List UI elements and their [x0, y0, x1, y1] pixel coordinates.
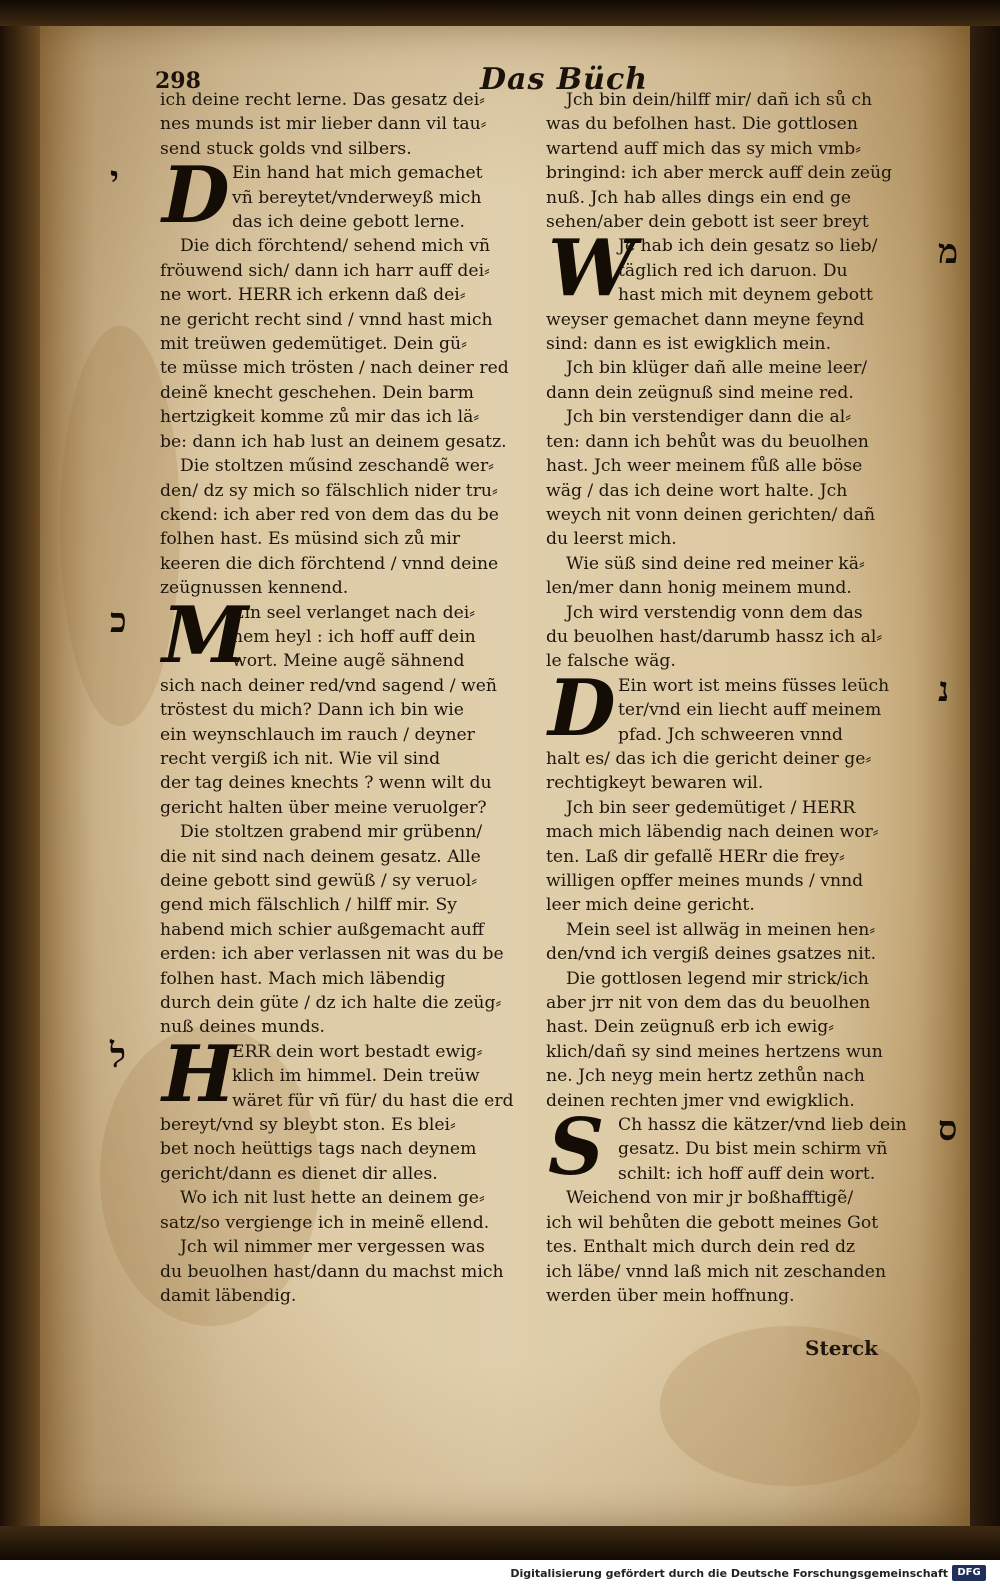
hebrew-letter-marker: י [110, 159, 119, 200]
text-line: ter/vnd ein liecht auff meinem [618, 700, 882, 721]
text-line: dann dein zeügnuß sind meine red. [546, 382, 854, 403]
text-line: durch dein güte / dz ich halte die zeüg⸗ [160, 993, 502, 1014]
text-line: Jch wil nimmer mer vergessen was [180, 1237, 485, 1258]
verse-block-1 [110, 150, 550, 242]
text-line: hast. Jch weer meinem fůß alle böse [546, 456, 863, 477]
decorated-initial: M [162, 589, 249, 681]
hebrew-letter-marker: כ [110, 600, 127, 641]
dfg-logo: DFG [952, 1565, 986, 1581]
text-line: gericht/dann es dienet dir alles. [160, 1163, 438, 1184]
text-line: die nit sind nach deinem gesatz. Alle [160, 846, 481, 867]
text-line: Jch bin dein/hilff mir/ dañ ich sů ch [566, 90, 873, 110]
hebrew-letter-marker: מ [938, 232, 959, 273]
text-line: mach mich läbendig nach deinen wor⸗ [546, 822, 879, 843]
text-line: damit läbendig. [160, 1285, 297, 1306]
text-line: ne gericht recht sind / vnnd hast mich [160, 309, 493, 330]
text-line: bet noch heüttigs tags nach deynem [160, 1139, 477, 1160]
text-line: satz/so vergienge ich in meinẽ ellend. [160, 1212, 490, 1233]
text-line: recht vergiß ich nit. Wie vil sind [160, 748, 441, 769]
text-line: halt es/ das ich die gericht deiner ge⸗ [546, 748, 872, 769]
text-line: du leerst mich. [546, 529, 677, 550]
hebrew-letter-marker: ל [110, 1035, 126, 1076]
text-line: den/vnd ich vergiß deines gsatzes nit. [546, 944, 877, 965]
text-line: sich nach deiner red/vnd sagend / weñ [160, 675, 497, 696]
text-line: mit treüwen gedemütiget. Dein gü⸗ [160, 334, 467, 355]
text-line: send stuck golds vnd silbers. [160, 138, 412, 159]
text-line: du beuolhen hast/darumb hassz ich al⸗ [546, 626, 883, 647]
decorated-initial: H [162, 1028, 236, 1120]
text-line: wartend auff mich das sy mich vmb⸗ [546, 138, 861, 159]
text-line: te müsse mich trösten / nach deiner red [160, 358, 509, 379]
verse-block-4 [546, 223, 959, 315]
text-line: werden über mein hoffnung. [546, 1285, 795, 1306]
text-line: der tag deines knechts ? wenn wilt du [160, 773, 492, 794]
text-line: täglich red ich daruon. Du [618, 260, 848, 281]
text-line: Jch wird verstendig vonn dem das [566, 602, 863, 623]
text-line: nes munds ist mir lieber dann vil tau⸗ [160, 114, 487, 135]
text-line: fröuwend sich/ dann ich harr auff dei⸗ [160, 260, 490, 281]
text-line: Die stoltzen műsind zeschandẽ wer⸗ [180, 456, 494, 477]
text-line: Wie süß sind deine red meiner kä⸗ [566, 553, 865, 574]
text-line: be: dann ich hab lust an deinem gesatz. [160, 431, 507, 452]
text-line: wäret für vñ für/ du hast die erd [232, 1090, 514, 1111]
text-line: nuß. Jch hab alles dings ein end ge [546, 187, 852, 208]
text-line: gericht halten über meine veruolger? [160, 797, 487, 818]
decorated-initial: W [548, 223, 636, 315]
text-line: das ich deine gebott lerne. [232, 212, 465, 233]
right-column [546, 88, 959, 1308]
text-line: bereyt/vnd sy bleybt ston. Es blei⸗ [160, 1115, 456, 1136]
text-line: ten. Laß dir gefallẽ HERr die frey⸗ [546, 846, 845, 867]
text-line: willigen opffer meines munds / vnnd [546, 871, 864, 891]
text-line: wäg / das ich deine wort halte. Jch [546, 480, 848, 501]
text-line: keeren die dich förchtend / vnnd deine [160, 553, 499, 574]
text-line: leer mich deine gericht. [546, 895, 755, 916]
text-line: Ein seel verlanget nach dei⸗ [232, 602, 476, 623]
text-line: Jch bin verstendiger dann die al⸗ [566, 407, 851, 428]
text-line: aber jrr nit von dem das du beuolhen [546, 993, 871, 1014]
text-line: hast mich mit deynem gebott [618, 285, 873, 306]
text-line: sind: dann es ist ewigklich mein. [546, 334, 832, 355]
text-line: Weichend von mir jr boßhafftigẽ/ [566, 1188, 854, 1209]
text-line: Jch bin seer gedemütiget / HERR [566, 797, 856, 818]
paper-stain [660, 1326, 920, 1486]
footer-bar [0, 1560, 1000, 1588]
text-line: weyser gemachet dann meyne feynd [546, 309, 865, 330]
text-line: klich/dañ sy sind meines hertzens wun [546, 1041, 883, 1062]
decorated-initial: D [548, 662, 616, 754]
page-number: 298 [155, 68, 201, 94]
text-line: klich im himmel. Dein treüw [232, 1066, 480, 1087]
text-line: pfad. Jch schweeren vnnd [618, 724, 843, 745]
text-line: ich wil behůten die gebott meines Got [546, 1212, 879, 1233]
text-line: vñ bereytet/vnderweyß mich [232, 187, 482, 208]
text-line: sehen/aber dein gebott ist seer breyt [546, 212, 869, 233]
catchword: Sterck [805, 1336, 878, 1360]
text-line: Mein seel ist allwäg in meinen hen⸗ [566, 919, 876, 940]
text-line: Die gottlosen legend mir strick/ich [566, 968, 869, 989]
text-line: Die dich förchtend/ sehend mich vñ [180, 236, 491, 257]
text-line: Je hab ich dein gesatz so lieb/ [618, 236, 878, 257]
text-line: schilt: ich hoff auff dein wort. [618, 1163, 876, 1184]
funding-credit: Digitalisierung gefördert durch die Deutsche Forschungsgemeinschaft [510, 1567, 948, 1580]
text-line: ERR dein wort bestadt ewig⸗ [232, 1041, 483, 1062]
text-line: deinẽ knecht geschehen. Dein barm [160, 382, 474, 403]
text-line: gend mich fälschlich / hilff mir. Sy [160, 895, 457, 916]
text-line: ckend: ich aber red von dem das du be [160, 504, 499, 525]
text-line: deine gebott sind gewüß / sy veruol⸗ [160, 871, 477, 891]
text-line: len/mer dann honig meinem mund. [546, 578, 852, 599]
running-title: Das Büch [480, 62, 649, 97]
text-line: ein weynschlauch im rauch / deyner [160, 724, 475, 745]
text-line: ne. Jch neyg mein hertz zethůn nach [546, 1066, 865, 1087]
text-line: ich deine recht lerne. Das gesatz dei⸗ [160, 90, 485, 110]
text-line: wort. Meine augẽ sähnend [232, 651, 465, 672]
text-line: ich läbe/ vnnd laß mich nit zeschanden [546, 1261, 887, 1282]
text-line: was du befolhen hast. Die gottlosen [546, 114, 858, 135]
text-line: Wo ich nit lust hette an deinem ge⸗ [180, 1188, 485, 1209]
hebrew-letter-marker: ס [938, 1109, 958, 1150]
text-line: Ein hand hat mich gemachet [232, 163, 483, 184]
text-line: den/ dz sy mich so fälschlich nider tru⸗ [160, 480, 498, 501]
text-line: nuß deines munds. [160, 1017, 326, 1038]
text-line: habend mich schier außgemacht auff [160, 919, 484, 940]
text-line: hertzigkeit komme zů mir das ich lä⸗ [160, 407, 480, 428]
text-line: ten: dann ich behůt was du beuolhen [546, 431, 869, 452]
decorated-initial: D [162, 150, 230, 242]
verse-block-5 [546, 662, 950, 754]
text-line: tes. Enthalt mich durch dein red dz [546, 1237, 856, 1258]
verse-block-2 [110, 589, 550, 681]
hebrew-letter-marker: נ [938, 669, 950, 710]
book-edge-bottom [0, 1526, 1000, 1560]
text-line: bringind: ich aber merck auff dein zeüg [546, 163, 893, 184]
book-edge-left [0, 0, 40, 1560]
text-line: gesatz. Du bist mein schirm vñ [618, 1139, 888, 1160]
decorated-initial: S [548, 1102, 605, 1194]
book-page [40, 26, 970, 1526]
text-line: folhen hast. Mach mich läbendig [160, 968, 446, 989]
book-edge-top [0, 0, 1000, 26]
verse-block-6 [546, 1102, 958, 1194]
text-line: le falsche wäg. [546, 651, 676, 672]
text-line: ne wort. HERR ich erkenn daß dei⸗ [160, 285, 466, 306]
text-line: deinen rechten jmer vnd ewigklich. [546, 1090, 855, 1111]
text-line: nem heyl : ich hoff auff dein [232, 626, 476, 647]
left-column [110, 88, 550, 1308]
text-line: du beuolhen hast/dann du machst mich [160, 1261, 504, 1282]
verse-block-3 [110, 1028, 550, 1120]
text-line: weych nit vonn deinen gerichten/ dañ [546, 504, 876, 525]
text-line: erden: ich aber verlassen nit was du be [160, 944, 504, 965]
text-line: tröstest du mich? Dann ich bin wie [160, 700, 464, 721]
text-line: hast. Dein zeügnuß erb ich ewig⸗ [546, 1017, 834, 1038]
text-line: Ein wort ist meins füsses leüch [618, 675, 890, 696]
text-line: rechtigkeyt bewaren wil. [546, 773, 764, 794]
text-line: zeügnussen kennend. [160, 578, 349, 599]
text-line: Jch bin klüger dañ alle meine leer/ [566, 358, 868, 379]
text-line: folhen hast. Es müsind sich zů mir [160, 529, 461, 550]
text-line: Ch hassz die kätzer/vnd lieb dein [618, 1115, 907, 1136]
text-line: Die stoltzen grabend mir grübenn/ [180, 822, 483, 843]
